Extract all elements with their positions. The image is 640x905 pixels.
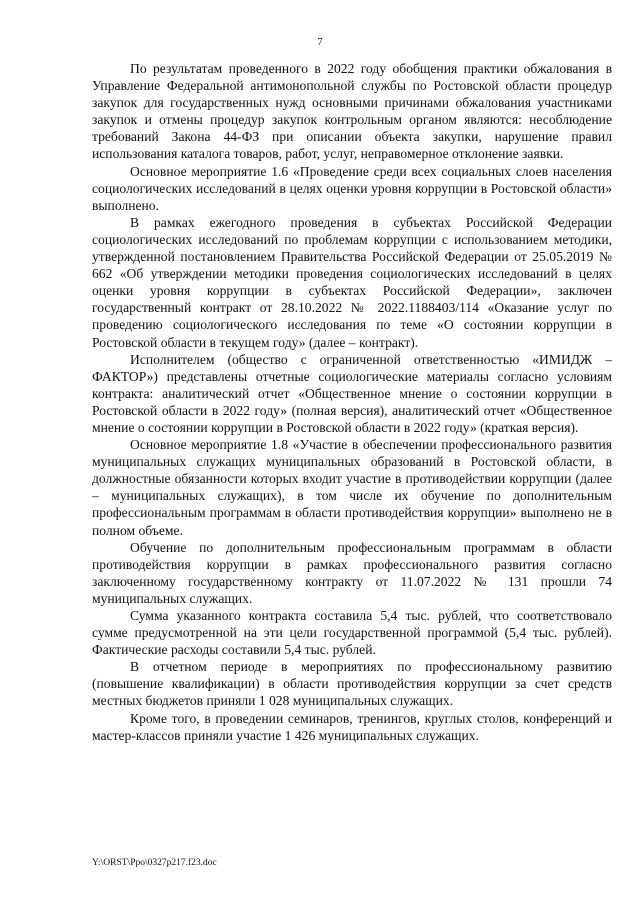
file-path-footer: Y:\ORST\Ppo\0327p217.f23.doc bbox=[92, 858, 217, 868]
paragraph: В рамках ежегодного проведения в субъектах Российской Федерации социологических исследований по проблемам коррупции с использованием методики, утвержденной постановлением Правительства Российской Федерации от 25.05.2019 № 662 «Об утверждении методики проведения социологических исследований в целях оценки уровня коррупции в субъектах Российской Федерации», заключен государственный контракт от 28.10.2022 № 2022.1188403/114 «Оказание услуг по проведению социологического исследования по теме «О состоянии коррупции в Ростовской области в текущем году» (далее – контракт). bbox=[92, 214, 612, 350]
paragraph: Кроме того, в проведении семинаров, тренингов, круглых столов, конференций и мастер-классов приняли участие 1 426 муниципальных служащих. bbox=[92, 710, 612, 743]
paragraph: По результатам проведенного в 2022 году обобщения практики обжалования в Управление Федеральной антимонопольной службы по Ростовской области процедур закупок для государственных нужд основными причинами обжалования участниками закупок и отмены процедур закупок контрольным органом являются: несоблюдение требований Закона 44-ФЗ при описании объекта закупки, нарушение правил использования каталога товаров, работ, услуг, неправомерное отклонение заявки. bbox=[92, 61, 612, 162]
paragraph: Сумма указанного контракта составила 5,4 тыс. рублей, что соответствовало сумме предусмотренной на эти цели государственной программой (5,4 тыс. рублей). Фактические расходы составили 5,4 тыс. рублей. bbox=[92, 608, 612, 658]
document-body bbox=[92, 60, 612, 744]
paragraph: Основное мероприятие 1.8 «Участие в обеспечении профессионального развития муниципальных служащих муниципальных образований в Ростовской области, в должностные обязанности которых входит участие в противодействии коррупции (далее – муниципальных служащих), в том числе их обучение по дополнительным профессиональным программам в области противодействия коррупции» выполнено не в полном объеме. bbox=[92, 437, 612, 538]
paragraph: Исполнителем (общество с ограниченной ответственностью «ИМИДЖ – ФАКТОР») представлены отчетные социологические материалы согласно условиям контракта: аналитический отчет «Общественное мнение о состоянии коррупции в Ростовской области в 2022 году» (полная версия), аналитический отчет «Общественное мнение о состоянии коррупции в Ростовской области в 2022 году» (краткая версия). bbox=[92, 351, 612, 435]
page-number: 7 bbox=[317, 36, 323, 48]
paragraph: В отчетном периоде в мероприятиях по профессиональному развитию (повышение квалификации) в области противодействия коррупции за счет средств местных бюджетов приняли 1 028 муниципальных служащих. bbox=[92, 659, 612, 709]
paragraph: Основное мероприятие 1.6 «Проведение среди всех социальных слоев населения социологических исследований в целях оценки уровня коррупции в Ростовской области» выполнено. bbox=[92, 163, 612, 213]
paragraph: Обучение по дополнительным профессиональным программам в области противодействия коррупции в рамках профессионального развития согласно заключенному государственному контракту от 11.07.2022 № 131 прошли 74 муниципальных служащих. bbox=[92, 539, 612, 606]
